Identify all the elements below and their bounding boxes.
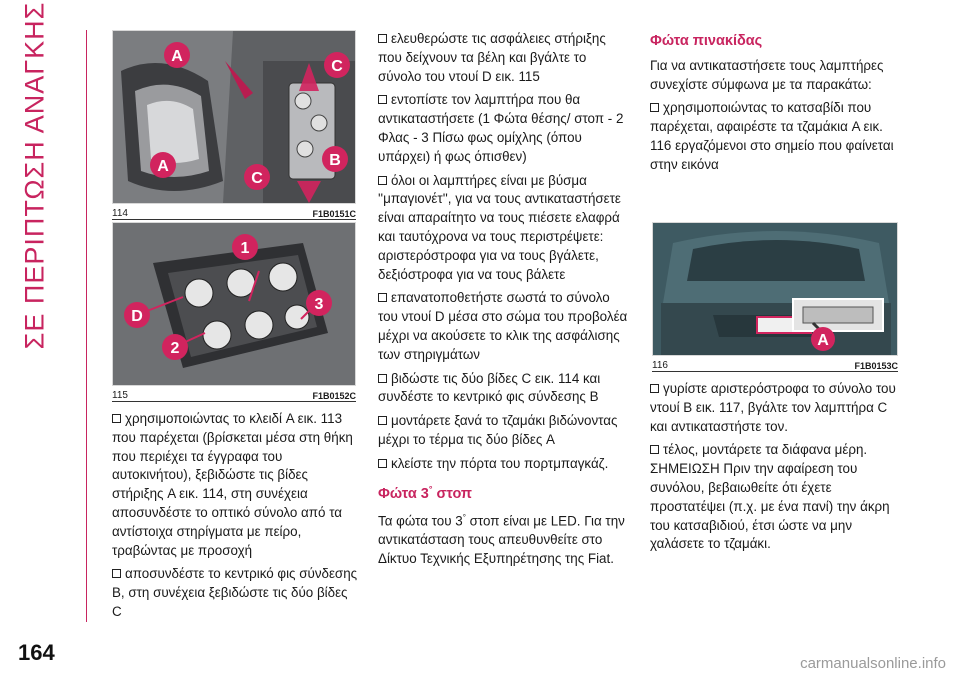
label-a-top: A [171,48,183,65]
figure-116 [652,222,898,372]
sidebar-divider [86,30,87,622]
step-paragraph: επανατοποθετήστε σωστά το σύνολο του ντουί D μέσα στο σώμα του προβολέα μέχρι να ακούσετε το κλικ της ασφάλισης των στηριγμάτων [378,290,628,362]
checkbox-bullet-icon [378,293,387,302]
heading-third-stop-light: Φώτα 3° στοπ [378,483,473,502]
label-3: 3 [314,296,324,313]
step-paragraph: τέλος, μοντάρετε τα διάφανα μέρη. ΣΗΜΕΙΩΣΗ Πριν την αφαίρεση του συνόλου, βεβαιωθείτε ότι έχετε προστατέψει (π.χ. με ένα πανί) την άκρη του κατσαβιδιού, έτσι ώστε να μην χαλάσετε το τζαμάκι. [650,442,890,552]
checkbox-bullet-icon [378,459,387,468]
step-paragraph: ελευθερώστε τις ασφάλειες στήριξης που δείχνουν τα βέλη και βγάλτε το σύνολο του ντουί D εικ. 115 [378,31,606,84]
column-2 [378,30,630,574]
heading-plate-lights: Φώτα πινακίδας [650,33,763,49]
checkbox-bullet-icon [650,103,659,112]
figure-code: F1B0153C [854,361,898,371]
checkbox-bullet-icon [378,416,387,425]
label-1: 1 [240,240,250,257]
figure-number: 115 [112,390,128,401]
label-2: 2 [170,340,180,357]
rear-car-photo [653,223,898,355]
step-paragraph: εντοπίστε τον λαμπτήρα που θα αντικαταστήσετε (1 Φώτα θέσης/ στοπ - 2 Φλας - 3 Πίσω φως ομίχλης (όπου υπάρχει) ή φως όπισθεν) [378,92,624,164]
figure-code: F1B0151C [312,209,356,219]
label-d: D [131,308,143,325]
figure-115-image [112,222,356,386]
label-a: A [817,332,829,349]
figure-116-image [652,222,898,356]
column-3 [650,30,900,180]
figure-number: 114 [112,208,128,219]
page-number: 164 [18,640,55,665]
step-paragraph: αποσυνδέστε το κεντρικό φις σύνδεσης B, στη συνέχεια ξεβιδώστε τις δύο βίδες C [112,566,358,619]
bulb-holder-photo [113,223,356,385]
column-3-continued [650,380,900,559]
checkbox-bullet-icon [378,176,387,185]
checkbox-bullet-icon [378,374,387,383]
figure-115 [112,222,356,402]
checkbox-bullet-icon [112,414,121,423]
label-b: B [329,152,341,169]
third-stop-text: Τα φώτα του 3° στοπ είναι με LED. Για την αντικατάσταση τους απευθυνθείτε στο Δίκτυο Τεχνικής Εξυπηρέτησης της Fiat. [378,513,625,567]
checkbox-bullet-icon [650,384,659,393]
watermark: carmanualsonline.info [800,655,946,672]
figure-116-caption [652,355,898,372]
step-paragraph: κλείστε την πόρτα του πορτμπαγκάζ. [378,455,630,474]
figure-115-caption [112,385,356,402]
column-1 [112,410,358,627]
step-paragraph: μοντάρετε ξανά το τζαμάκι βιδώνοντας μέχρι το τέρμα τις δύο βίδες A [378,413,618,447]
step-paragraph: όλοι οι λαμπτήρες είναι με βύσμα ''μπαγιονέτ'', για να τους αντικαταστήσετε είναι απαραίτητο να τους πιέσετε ελαφρά και ταυτόχρονα να τους περιστρέψετε: αριστερόστροφα για να τους βγάλετε, δεξιόστροφα για να τους βάλετε [378,172,621,282]
checkbox-bullet-icon [378,34,387,43]
step-paragraph: γυρίστε αριστερόστροφα το σύνολο του ντουί B εικ. 117, βγάλτε τον λαμπτήρα C και αντικαταστήστε τον. [650,381,896,434]
taillight-photo [113,31,356,203]
figure-number: 116 [652,360,668,371]
step-paragraph: βιδώστε τις δύο βίδες C εικ. 114 και συνδέστε το κεντρικό φις σύνδεσης B [378,370,601,405]
section-title-text: ΣΕ ΠΕΡΙΠΤΩΣΗ ΑΝΑΓΚΗΣ [19,1,50,349]
section-title [8,1,62,349]
step-paragraph: χρησιμοποιώντας το κλειδί A εικ. 113 που παρέχεται (βρίσκεται μέσα στη θήκη που περιέχει τα έγγραφα του αυτοκινήτου), ξεβιδώστε τις βίδες στήριξης A εικ. 114, στη συνέχεια αποσυνδέστε το οπτικό σύνολο από τα αντίστοιχα στηρίγματα με πείρο, τραβώντας με προσοχή [112,411,353,558]
label-c-bottom: C [251,170,263,187]
label-a-bottom: A [157,158,169,175]
checkbox-bullet-icon [112,569,121,578]
label-c-top: C [331,58,343,75]
plate-lights-intro: Για να αντικαταστήσετε τους λαμπτήρες συνεχίστε σύμφωνα με τα παρακάτω: [650,57,884,92]
figure-114-image [112,30,356,204]
figure-114-caption [112,203,356,220]
figure-114 [112,30,356,220]
figure-code: F1B0152C [312,391,356,401]
checkbox-bullet-icon [650,445,659,454]
step-paragraph: χρησιμοποιώντας το κατσαβίδι που παρέχεται, αφαιρέστε τα τζαμάκια A εικ. 116 εργαζόμενοι στο σημείο που φαίνεται στην εικόνα [650,100,894,172]
checkbox-bullet-icon [378,95,387,104]
